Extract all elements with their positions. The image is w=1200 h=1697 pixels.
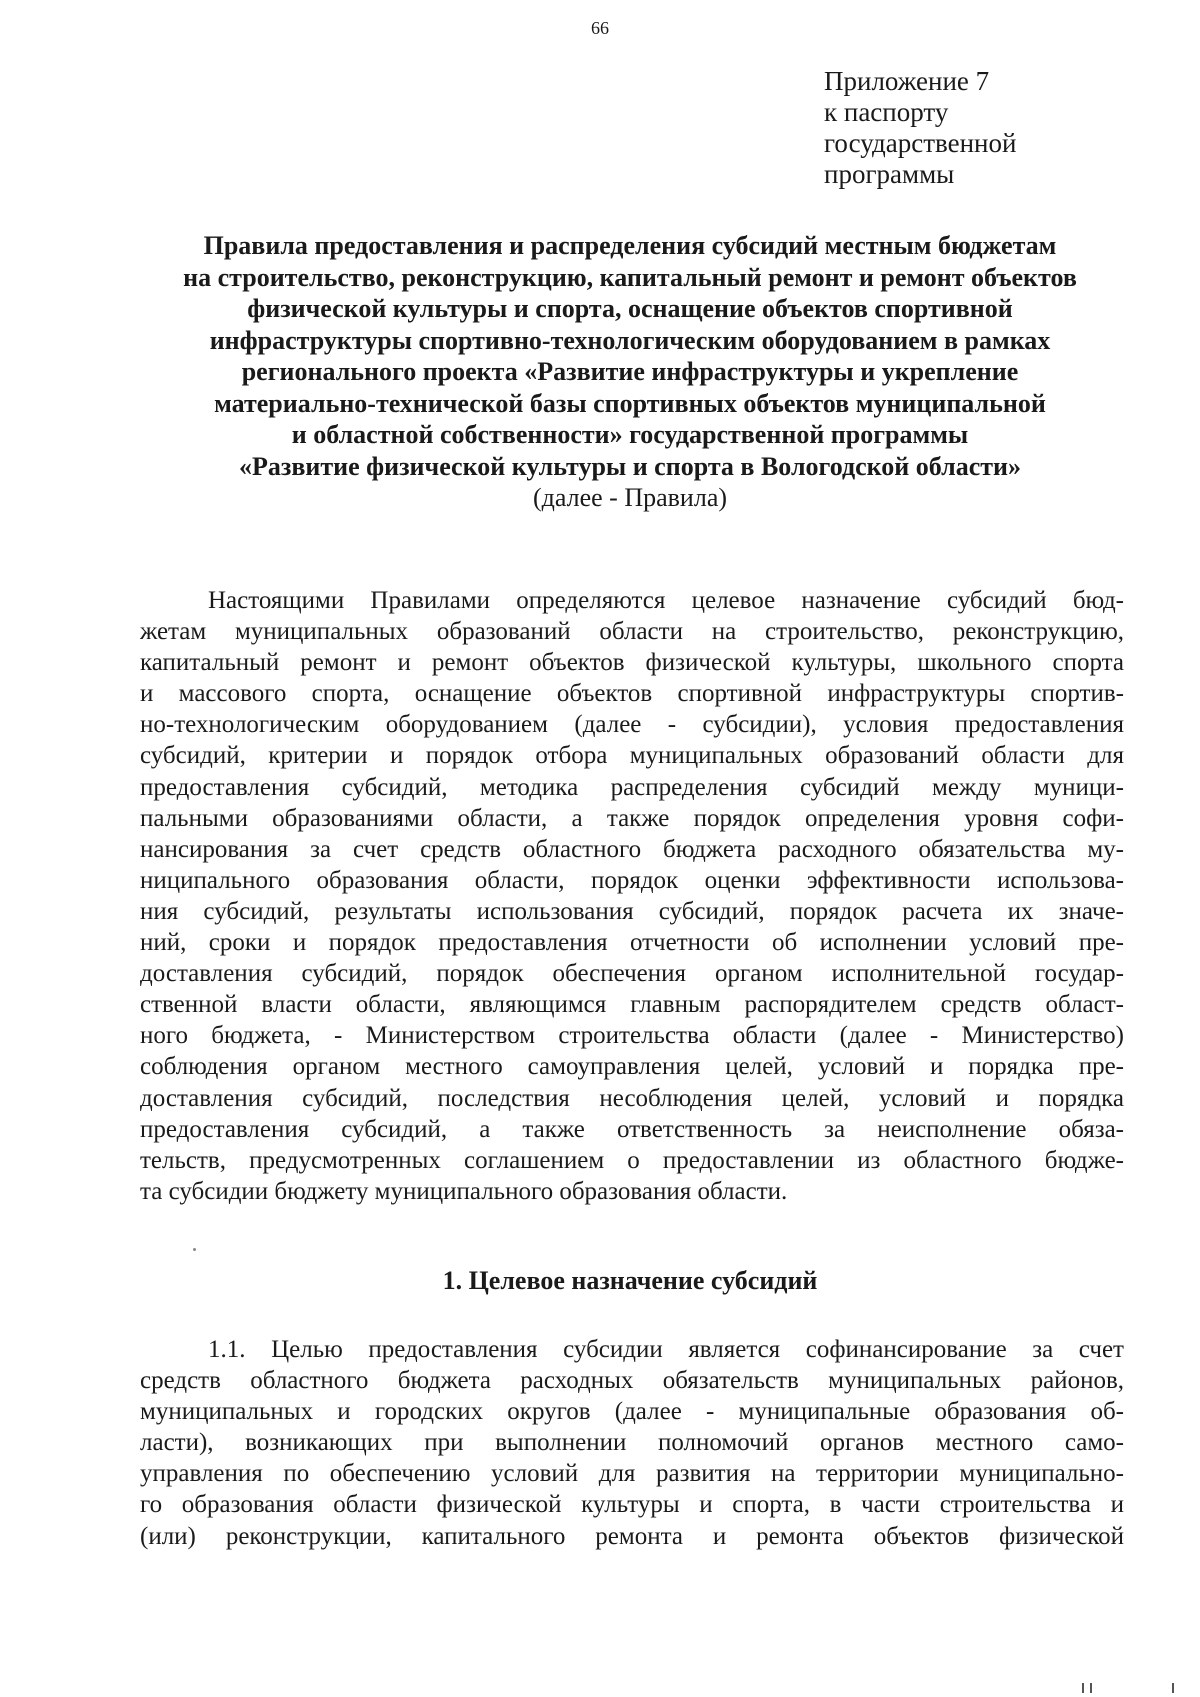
scan-mark <box>1090 1683 1092 1693</box>
intro-line: доставления субсидий, последствия несоблюдения целей, условий и порядка <box>140 1084 1124 1112</box>
intro-line: та субсидии бюджету муниципального образования области. <box>140 1177 788 1205</box>
title-line: и областной собственности» государственной программы <box>291 420 969 449</box>
section-line: 1.1. Целью предоставления субсидии является софинансирование за счет <box>208 1336 1124 1363</box>
intro-line: нансирования за счет средств областного бюджета расходного обязательства му- <box>140 835 1124 863</box>
appendix-line: программы <box>824 159 955 189</box>
title-line: инфраструктуры спортивно-технологическим оборудованием в рамках <box>209 325 1051 355</box>
title-line: Правила предоставления и распределения субсидий местным бюджетам <box>203 231 1057 260</box>
document-title <box>90 230 1170 514</box>
intro-line: ниципального образования области, порядок оценки эффективности использова- <box>140 866 1124 894</box>
intro-line: капитальный ремонт и ремонт объектов физической культуры, школьного спорта <box>140 649 1124 677</box>
appendix-line: Приложение 7 <box>824 66 990 96</box>
intro-line: субсидий, критерии и порядок отбора муниципальных образований области для <box>140 742 1124 770</box>
scan-speck <box>193 1248 196 1251</box>
intro-line: доставления субсидий, порядок обеспечения органом исполнительной государ- <box>140 960 1124 988</box>
intro-line: соблюдения органом местного самоуправления целей, условий и порядка пре- <box>140 1053 1124 1081</box>
intro-line: ния субсидий, результаты использования субсидий, порядок расчета их значе- <box>140 897 1124 925</box>
scan-mark <box>1082 1683 1084 1693</box>
section-line: ласти), возникающих при выполнении полномочий органов местного само- <box>140 1429 1124 1457</box>
section-heading: 1. Целевое назначение субсидий <box>442 1266 818 1295</box>
section-line: (или) реконструкции, капитального ремонта и ремонта объектов физической <box>140 1522 1124 1550</box>
title-line: регионального проекта «Развитие инфраструктуры и укрепление <box>241 357 1019 386</box>
title-line: «Развитие физической культуры и спорта в Вологодской области» <box>238 451 1021 481</box>
intro-line: ственной власти области, являющимся главным распорядителем средств област- <box>140 991 1124 1019</box>
section-line: средств областного бюджета расходных обязательств муниципальных районов, <box>140 1367 1124 1395</box>
section-paragraph <box>140 1334 1124 1552</box>
intro-line: пальными образованиями области, а также порядок определения уровня софи- <box>140 804 1124 832</box>
intro-line: ний, сроки и порядок предоставления отчетности об исполнении условий пре- <box>140 929 1124 957</box>
intro-line: предоставления субсидий, а также ответственность за неисполнение обяза- <box>140 1115 1124 1143</box>
intro-line: ного бюджета, - Министерством строительства области (далее - Министерство) <box>140 1022 1124 1050</box>
intro-paragraph <box>140 585 1124 1207</box>
section-line: го образования области физической культуры и спорта, в части строительства и <box>140 1491 1124 1519</box>
intro-line: Настоящими Правилами определяются целевое назначение субсидий бюд- <box>208 587 1124 614</box>
intro-line: предоставления субсидий, методика распределения субсидий между муници- <box>140 773 1124 801</box>
appendix-header <box>824 66 1164 190</box>
title-line: физической культуры и спорта, оснащение объектов спортивной <box>247 294 1013 323</box>
title-line: на строительство, реконструкцию, капитальный ремонт и ремонт объектов <box>183 262 1077 292</box>
intro-line: тельств, предусмотренных соглашением о предоставлении из областного бюдже- <box>140 1146 1124 1174</box>
title-note: (далее - Правила) <box>532 483 728 512</box>
intro-line: но-технологическим оборудованием (далее - субсидии), условия предоставления <box>140 711 1124 739</box>
section-line: муниципальных и городских округов (далее - муниципальные образования об- <box>140 1398 1124 1426</box>
appendix-line: к паспорту <box>824 97 949 127</box>
intro-line: и массового спорта, оснащение объектов спортивной инфраструктуры спортив- <box>140 680 1124 708</box>
section-line: управления по обеспечению условий для развития на территории муниципально- <box>140 1460 1124 1488</box>
page-number: 66 <box>591 18 609 38</box>
appendix-line: государственной <box>824 128 1017 158</box>
title-line: материально-технической базы спортивных объектов муниципальной <box>214 388 1046 418</box>
scan-mark <box>1172 1683 1174 1693</box>
intro-line: жетам муниципальных образований области на строительство, реконструкцию, <box>140 618 1124 646</box>
